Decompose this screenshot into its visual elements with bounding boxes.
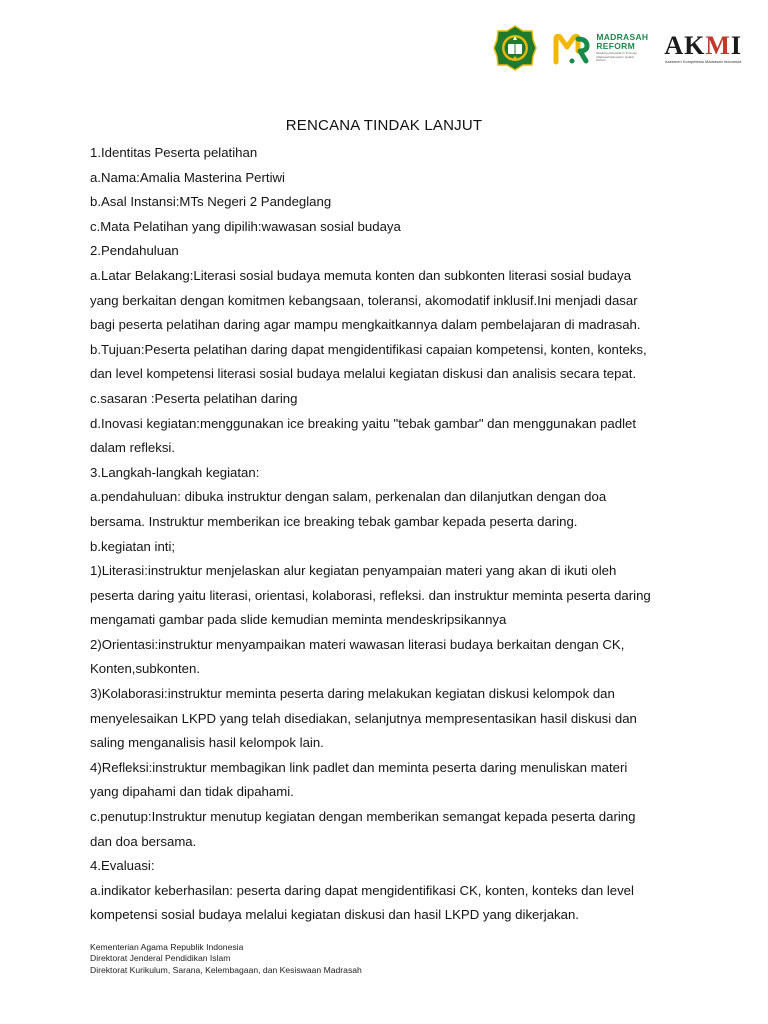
akmi-wordmark-part2: M <box>705 30 731 60</box>
body-line: a.indikator keberhasilan: peserta daring dapat mengidentifikasi CK, konten, konteks dan level <box>90 882 634 898</box>
body-line: bagi peserta pelatihan daring agar mampu mengkaitkannya dalam pembelajaran di madrasah. <box>90 317 641 333</box>
kemenag-logo <box>493 25 537 71</box>
body-line: 4)Refleksi:instruktur membagikan link padlet dan meminta peserta daring menuliskan materi <box>90 759 628 775</box>
akmi-tagline: Asesmen Kompetensi Madrasah Indonesia <box>665 58 742 64</box>
body-line: Konten,subkonten. <box>90 661 200 677</box>
document-title: RENCANA TINDAK LANJUT <box>285 117 483 134</box>
body-line: a.pendahuluan: dibuka instruktur dengan salam, perkenalan dan dilanjutkan dengan doa <box>90 489 607 505</box>
footer-line-directorate: Direktorat Kurikulum, Sarana, Kelembagaan, dan Kesiswaan Madrasah <box>90 964 362 975</box>
header-logos <box>493 24 742 72</box>
body-line: 2.Pendahuluan <box>90 243 179 259</box>
body-line: dalam refleksi. <box>90 440 176 456</box>
madrasah-reform-mark-icon <box>553 31 591 65</box>
body-line: c.sasaran :Peserta pelatihan daring <box>90 390 298 406</box>
body-line: bersama. Instruktur memberikan ice breaking tebak gambar kepada peserta daring. <box>90 513 578 529</box>
footer-line-directorate-general: Direktorat Jenderal Pendidikan Islam <box>90 953 231 964</box>
body-line: yang dipahami dan tidak dipahami. <box>90 784 294 800</box>
body-line: b.kegiatan inti; <box>90 538 176 554</box>
body-line: c.penutup:Instruktur menutup kegiatan dengan memberikan semangat kepada peserta daring <box>90 809 636 825</box>
document-body <box>90 141 690 928</box>
body-line: a.Latar Belakang:Literasi sosial budaya memuta konten dan subkonten literasi sosial budaya <box>90 267 632 283</box>
body-line: peserta daring yaitu literasi, orientasi, kolaborasi, refleksi. dan instruktur meminta peserta daring <box>90 587 651 603</box>
akmi-wordmark-part3: I <box>730 30 742 60</box>
madrasah-reform-tagline: Realizing Education's Promise Madrasah Education Quality Reform <box>596 51 637 63</box>
body-line: 3.Langkah-langkah kegiatan: <box>90 464 260 480</box>
body-line: d.Inovasi kegiatan:menggunakan ice breaking yaitu "tebak gambar" dan menggunakan padlet <box>90 415 637 431</box>
document-footer <box>90 942 590 976</box>
akmi-wordmark-part1: AK <box>664 30 706 60</box>
body-line: menyelesaikan LKPD yang telah disediakan, selanjutnya mempresentasikan hasil diskusi dan <box>90 710 637 726</box>
body-line: 2)Orientasi:instruktur menyampaikan materi wawasan literasi budaya berkaitan dengan CK, <box>90 636 625 652</box>
body-line: 3)Kolaborasi:instruktur meminta peserta daring melakukan kegiatan diskusi kelompok dan <box>90 686 615 702</box>
body-line: 4.Evaluasi: <box>90 858 155 874</box>
akmi-wordmark <box>664 30 742 60</box>
body-line: mengamati gambar pada slide kemudian meminta mendeskripsikannya <box>90 612 507 628</box>
madrasah-reform-line2: REFORM <box>596 40 635 51</box>
footer-line-ministry: Kementerian Agama Republik Indonesia <box>90 942 244 952</box>
body-line: yang berkaitan dengan komitmen kebangsaan, toleransi, akomodatif inklusif.Ini menjadi dasar <box>90 292 638 308</box>
madrasah-reform-line1: MADRASAH <box>596 32 649 43</box>
body-line: 1)Literasi:instruktur menjelaskan alur kegiatan penyampaian materi yang akan di ikuti oleh <box>90 563 617 579</box>
body-line: kompetensi sosial budaya melalui kegiatan diskusi dan hasil LKPD yang dikerjakan. <box>90 907 579 923</box>
body-line: saling menganalisis hasil kelompok lain. <box>90 735 324 751</box>
body-line: c.Mata Pelatihan yang dipilih:wawasan sosial budaya <box>90 218 401 234</box>
body-line: a.Nama:Amalia Masterina Pertiwi <box>90 169 285 185</box>
madrasah-reform-logo <box>553 31 648 65</box>
body-line: b.Asal Instansi:MTs Negeri 2 Pandeglang <box>90 194 332 210</box>
body-line: 1.Identitas Peserta pelatihan <box>90 145 258 160</box>
body-line: b.Tujuan:Peserta pelatihan daring dapat mengidentifikasi capaian kompetensi, konten, konteks, <box>90 341 647 357</box>
body-line: dan doa bersama. <box>90 833 197 849</box>
akmi-logo <box>664 30 742 64</box>
body-line: dan level kompetensi literasi sosial budaya melalui kegiatan diskusi dan analisis secara tepat. <box>90 366 637 382</box>
